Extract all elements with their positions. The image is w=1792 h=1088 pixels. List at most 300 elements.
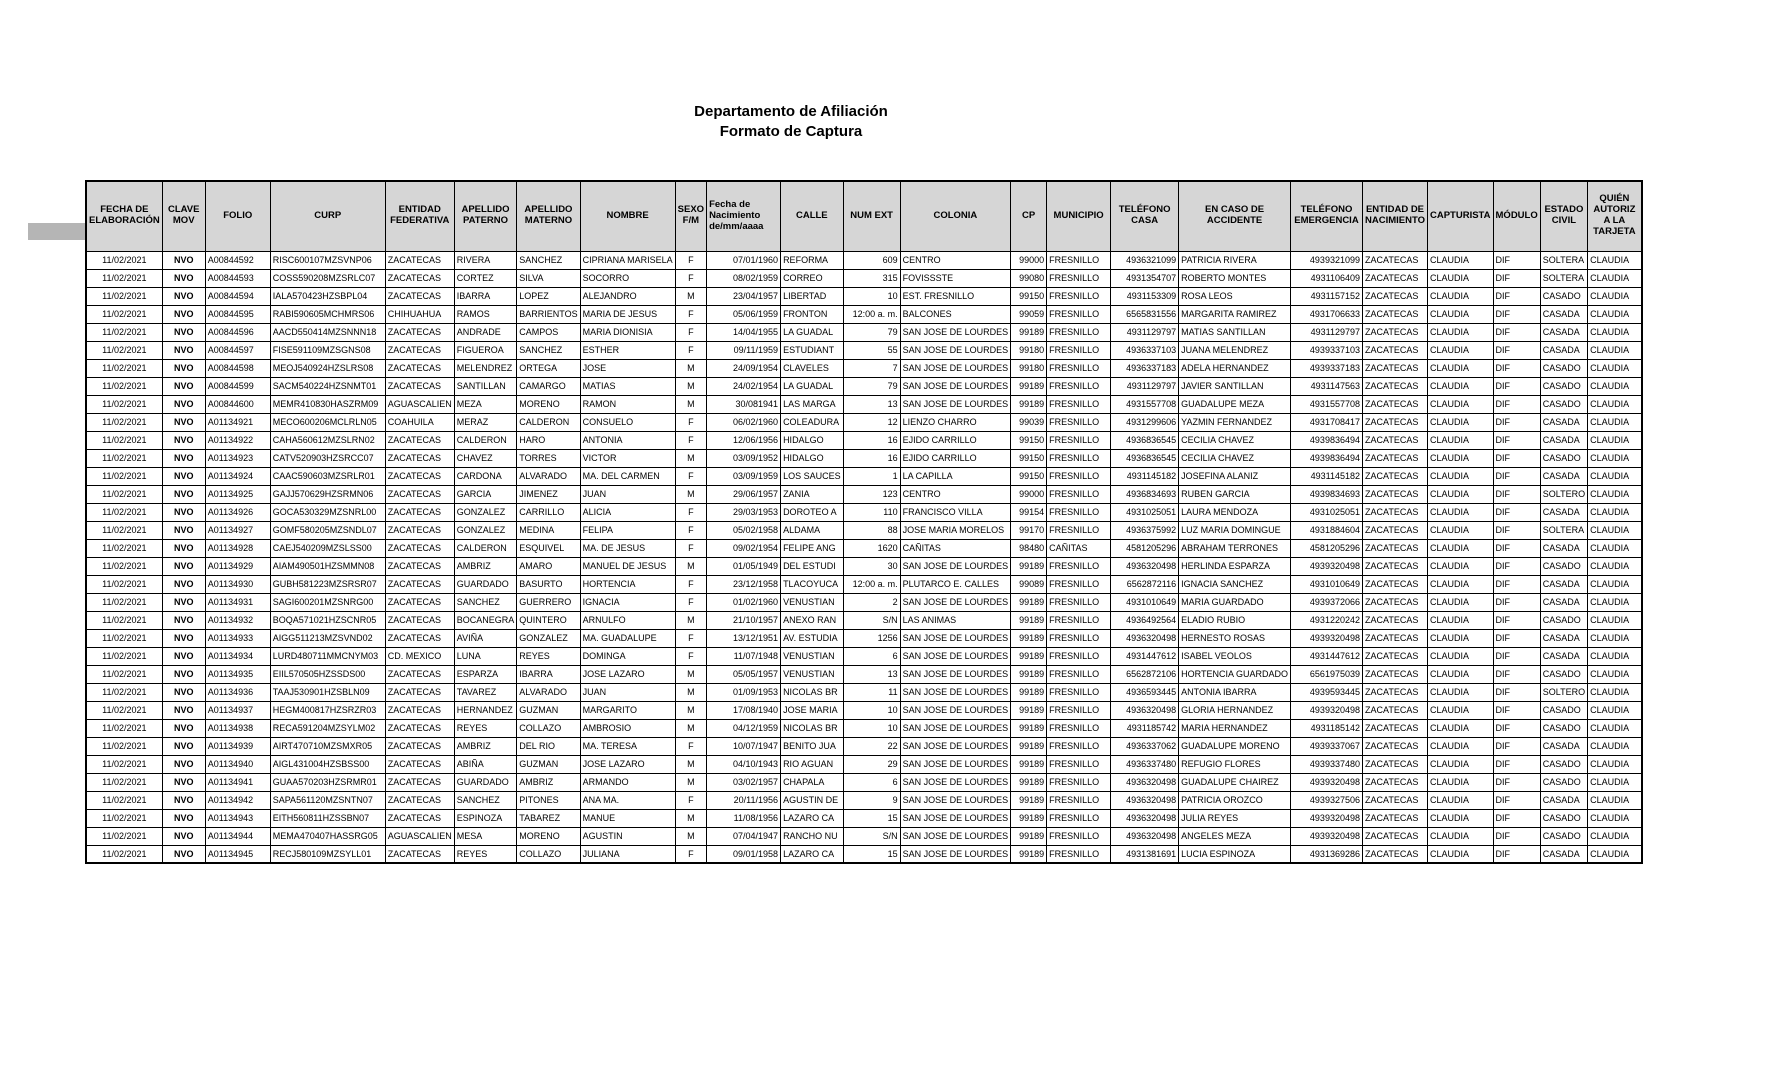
table-cell: DIF <box>1493 251 1540 269</box>
table-cell: 4581205296 <box>1290 539 1362 557</box>
table-cell: 30/081941 <box>707 395 781 413</box>
table-cell: A01134944 <box>205 827 270 845</box>
table-cell: 99189 <box>1011 791 1047 809</box>
table-cell: 99080 <box>1011 269 1047 287</box>
capture-table <box>85 180 1643 864</box>
table-cell: FRESNILLO <box>1047 809 1111 827</box>
table-cell: 4939834693 <box>1290 485 1362 503</box>
table-cell: 4931129797 <box>1290 323 1362 341</box>
table-cell: F <box>675 521 706 539</box>
table-cell: CASADA <box>1540 323 1587 341</box>
table-cell: FELIPE ANG <box>781 539 844 557</box>
table-cell: JUANA MELENDREZ <box>1179 341 1291 359</box>
table-cell: GOCA530329MZSNRL00 <box>270 503 385 521</box>
table-cell: IGNACIA SANCHEZ <box>1179 575 1291 593</box>
table-cell: SAN JOSE DE LOURDES <box>900 557 1011 575</box>
table-cell: 11/02/2021 <box>86 395 162 413</box>
table-cell: ANDRADE <box>454 323 517 341</box>
table-cell: ANTONIA IBARRA <box>1179 683 1291 701</box>
table-cell: LAZARO CA <box>781 845 844 863</box>
table-cell: CLAUDIA <box>1427 827 1493 845</box>
table-cell: DIF <box>1493 611 1540 629</box>
table-cell: 10 <box>843 701 900 719</box>
table-cell: MESA <box>454 827 517 845</box>
table-row <box>86 449 1642 467</box>
table-cell: 4939320498 <box>1290 557 1362 575</box>
table-cell: AMBROSIO <box>580 719 675 737</box>
table-cell: NVO <box>162 593 205 611</box>
table-cell: NVO <box>162 521 205 539</box>
table-cell: FRESNILLO <box>1047 629 1111 647</box>
table-cell: F <box>675 305 706 323</box>
table-cell: CLAUDIA <box>1588 773 1642 791</box>
column-header: CLAVE MOV <box>162 181 205 251</box>
table-cell: JOSE MARIA MORELOS <box>900 521 1011 539</box>
table-row <box>86 413 1642 431</box>
table-cell: 4939372066 <box>1290 593 1362 611</box>
table-cell: CASADO <box>1540 755 1587 773</box>
table-cell: NVO <box>162 845 205 863</box>
table-cell: CLAUDIA <box>1588 557 1642 575</box>
table-cell: CLAUDIA <box>1427 647 1493 665</box>
table-cell: 99089 <box>1011 575 1047 593</box>
table-cell: DIF <box>1493 683 1540 701</box>
table-cell: DOMINGA <box>580 647 675 665</box>
table-cell: 11/02/2021 <box>86 521 162 539</box>
table-row <box>86 647 1642 665</box>
table-cell: JOSE MARIA <box>781 701 844 719</box>
table-row <box>86 791 1642 809</box>
table-cell: CD. MEXICO <box>385 647 454 665</box>
table-cell: CASADO <box>1540 719 1587 737</box>
table-cell: NVO <box>162 539 205 557</box>
table-cell: CAHA560612MZSLRN02 <box>270 431 385 449</box>
table-cell: ZACATECAS <box>1362 377 1427 395</box>
table-cell: DIF <box>1493 359 1540 377</box>
table-cell: DIF <box>1493 701 1540 719</box>
table-cell: 4931129797 <box>1111 377 1179 395</box>
table-cell: 4939337067 <box>1290 737 1362 755</box>
table-cell: CLAUDIA <box>1427 503 1493 521</box>
table-cell: DIF <box>1493 305 1540 323</box>
table-cell: 55 <box>843 341 900 359</box>
table-cell: ZACATECAS <box>1362 287 1427 305</box>
table-cell: SAN JOSE DE LOURDES <box>900 665 1011 683</box>
table-cell: 6562872116 <box>1111 575 1179 593</box>
table-cell: CASADA <box>1540 431 1587 449</box>
table-cell: 4931025051 <box>1290 503 1362 521</box>
table-cell: CLAUDIA <box>1427 719 1493 737</box>
table-cell: 609 <box>843 251 900 269</box>
table-cell: MANUEL DE JESUS <box>580 557 675 575</box>
table-cell: ANTONIA <box>580 431 675 449</box>
table-cell: 11/02/2021 <box>86 431 162 449</box>
table-cell: 99189 <box>1011 593 1047 611</box>
table-cell: 11/02/2021 <box>86 269 162 287</box>
table-cell: REYES <box>454 719 517 737</box>
table-cell: GUARDADO <box>454 773 517 791</box>
table-cell: CORTEZ <box>454 269 517 287</box>
table-cell: LAZARO CA <box>781 809 844 827</box>
table-cell: 4936320498 <box>1111 773 1179 791</box>
table-cell: MARGARITA RAMIREZ <box>1179 305 1291 323</box>
table-row <box>86 593 1642 611</box>
table-cell: 4936836545 <box>1111 449 1179 467</box>
table-cell: TAAJ530901HZSBLN09 <box>270 683 385 701</box>
table-cell: GOMF580205MZSNDL07 <box>270 521 385 539</box>
table-cell: 4931447612 <box>1111 647 1179 665</box>
table-cell: A01134936 <box>205 683 270 701</box>
table-cell: 88 <box>843 521 900 539</box>
table-cell: CLAUDIA <box>1588 665 1642 683</box>
table-cell: 15 <box>843 845 900 863</box>
table-cell: HERLINDA ESPARZA <box>1179 557 1291 575</box>
table-cell: FRESNILLO <box>1047 755 1111 773</box>
column-header: CAPTURISTA <box>1427 181 1493 251</box>
table-cell: CHIHUAHUA <box>385 305 454 323</box>
table-cell: REYES <box>454 845 517 863</box>
table-cell: CASADA <box>1540 791 1587 809</box>
table-cell: 11/02/2021 <box>86 593 162 611</box>
table-cell: RUBEN GARCIA <box>1179 485 1291 503</box>
table-cell: JOSE LAZARO <box>580 665 675 683</box>
table-cell: SAN JOSE DE LOURDES <box>900 683 1011 701</box>
table-cell: FRESNILLO <box>1047 593 1111 611</box>
table-cell: DIF <box>1493 575 1540 593</box>
table-cell: ZACATECAS <box>385 359 454 377</box>
table-cell: 4931354707 <box>1111 269 1179 287</box>
table-cell: NVO <box>162 575 205 593</box>
table-cell: 99000 <box>1011 485 1047 503</box>
table-cell: M <box>675 683 706 701</box>
table-cell: MORENO <box>517 827 580 845</box>
table-cell: 10 <box>843 287 900 305</box>
table-cell: M <box>675 755 706 773</box>
table-cell: CASADO <box>1540 827 1587 845</box>
table-cell: JIMENEZ <box>517 485 580 503</box>
table-cell: CLAUDIA <box>1427 467 1493 485</box>
table-cell: MARIA HERNANDEZ <box>1179 719 1291 737</box>
table-cell: SOLTERO <box>1540 485 1587 503</box>
table-cell: 6561975039 <box>1290 665 1362 683</box>
table-cell: CASADO <box>1540 359 1587 377</box>
table-cell: CLAUDIA <box>1588 791 1642 809</box>
table-cell: 4936375992 <box>1111 521 1179 539</box>
table-cell: F <box>675 431 706 449</box>
table-cell: 99180 <box>1011 341 1047 359</box>
table-cell: FRESNILLO <box>1047 377 1111 395</box>
column-header: ENTIDAD DE NACIMIENTO <box>1362 181 1427 251</box>
table-cell: GARCIA <box>454 485 517 503</box>
table-cell: CHAVEZ <box>454 449 517 467</box>
table-cell: ZACATECAS <box>385 431 454 449</box>
table-cell: DIF <box>1493 665 1540 683</box>
table-cell: VENUSTIAN <box>781 665 844 683</box>
table-cell: ESPINOZA <box>454 809 517 827</box>
table-cell: 6 <box>843 773 900 791</box>
table-cell: ZACATECAS <box>1362 467 1427 485</box>
table-row <box>86 845 1642 863</box>
table-cell: ZACATECAS <box>385 485 454 503</box>
table-cell: ZACATECAS <box>385 809 454 827</box>
table-cell: 04/12/1959 <box>707 719 781 737</box>
table-cell: JOSEFINA ALANIZ <box>1179 467 1291 485</box>
table-cell: CASADO <box>1540 701 1587 719</box>
table-cell: DIF <box>1493 485 1540 503</box>
table-cell: NVO <box>162 431 205 449</box>
table-cell: LIENZO CHARRO <box>900 413 1011 431</box>
table-cell: DIF <box>1493 809 1540 827</box>
table-cell: JUAN <box>580 485 675 503</box>
table-cell: F <box>675 791 706 809</box>
table-cell: 99189 <box>1011 701 1047 719</box>
table-cell: S/N <box>843 827 900 845</box>
table-cell: F <box>675 413 706 431</box>
table-cell: ZACATECAS <box>1362 359 1427 377</box>
table-cell: 03/09/1959 <box>707 467 781 485</box>
table-cell: HERNANDEZ <box>454 701 517 719</box>
table-cell: NVO <box>162 791 205 809</box>
table-cell: ZACATECAS <box>385 449 454 467</box>
table-cell: M <box>675 701 706 719</box>
table-cell: 03/02/1957 <box>707 773 781 791</box>
table-cell: 10/07/1947 <box>707 737 781 755</box>
table-cell: ZACATECAS <box>385 791 454 809</box>
table-cell: SAN JOSE DE LOURDES <box>900 791 1011 809</box>
table-cell: COLLAZO <box>517 719 580 737</box>
table-cell: ZACATECAS <box>1362 341 1427 359</box>
table-cell: GONZALEZ <box>454 521 517 539</box>
table-cell: CLAUDIA <box>1588 467 1642 485</box>
table-cell: CLAUDIA <box>1588 485 1642 503</box>
table-cell: ANEXO RAN <box>781 611 844 629</box>
table-cell: SANCHEZ <box>454 791 517 809</box>
table-cell: VENUSTIAN <box>781 647 844 665</box>
table-cell: A01134924 <box>205 467 270 485</box>
table-cell: ZACATECAS <box>385 521 454 539</box>
table-cell: 11/02/2021 <box>86 359 162 377</box>
table-cell: REFORMA <box>781 251 844 269</box>
table-cell: M <box>675 611 706 629</box>
table-cell: M <box>675 449 706 467</box>
table-cell: CLAUDIA <box>1588 755 1642 773</box>
table-cell: CLAUDIA <box>1588 809 1642 827</box>
table-cell: ZACATECAS <box>1362 305 1427 323</box>
table-cell: 4936593445 <box>1111 683 1179 701</box>
table-cell: A00844598 <box>205 359 270 377</box>
table-cell: 79 <box>843 377 900 395</box>
table-cell: 4931706633 <box>1290 305 1362 323</box>
table-cell: F <box>675 575 706 593</box>
table-cell: 09/11/1959 <box>707 341 781 359</box>
table-cell: CARRILLO <box>517 503 580 521</box>
table-cell: LIBERTAD <box>781 287 844 305</box>
table-cell: ZACATECAS <box>1362 323 1427 341</box>
table-cell: NVO <box>162 701 205 719</box>
table-cell: NICOLAS BR <box>781 719 844 737</box>
table-cell: 4931381691 <box>1111 845 1179 863</box>
table-cell: CLAUDIA <box>1588 647 1642 665</box>
table-cell: 14/04/1955 <box>707 323 781 341</box>
table-cell: NVO <box>162 665 205 683</box>
column-header: CURP <box>270 181 385 251</box>
table-cell: EITH560811HZSSBN07 <box>270 809 385 827</box>
table-cell: FRESNILLO <box>1047 665 1111 683</box>
table-cell: NVO <box>162 503 205 521</box>
table-cell: DIF <box>1493 629 1540 647</box>
column-header: COLONIA <box>900 181 1011 251</box>
table-cell: M <box>675 377 706 395</box>
table-cell: ABRAHAM TERRONES <box>1179 539 1291 557</box>
table-cell: ZACATECAS <box>385 719 454 737</box>
table-cell: REYES <box>517 647 580 665</box>
table-cell: A01134921 <box>205 413 270 431</box>
table-cell: ALVARADO <box>517 683 580 701</box>
table-cell: 6 <box>843 647 900 665</box>
table-body <box>86 251 1642 863</box>
table-cell: CLAUDIA <box>1588 449 1642 467</box>
table-cell: M <box>675 665 706 683</box>
table-row <box>86 683 1642 701</box>
table-cell: ZACATECAS <box>385 737 454 755</box>
table-cell: 99150 <box>1011 449 1047 467</box>
table-cell: CLAUDIA <box>1588 323 1642 341</box>
table-cell: RANCHO NU <box>781 827 844 845</box>
table-row <box>86 737 1642 755</box>
table-cell: 01/05/1949 <box>707 557 781 575</box>
table-cell: DIF <box>1493 287 1540 305</box>
table-cell: A01134943 <box>205 809 270 827</box>
table-row <box>86 305 1642 323</box>
table-cell: MATIAS SANTILLAN <box>1179 323 1291 341</box>
column-header: NOMBRE <box>580 181 675 251</box>
table-cell: CLAUDIA <box>1588 413 1642 431</box>
table-cell: CAÑITAS <box>900 539 1011 557</box>
table-cell: DIF <box>1493 521 1540 539</box>
table-cell: SAN JOSE DE LOURDES <box>900 377 1011 395</box>
table-cell: IBARRA <box>517 665 580 683</box>
table-cell: MELENDREZ <box>454 359 517 377</box>
table-cell: ROBERTO MONTES <box>1179 269 1291 287</box>
table-cell: CLAUDIA <box>1427 539 1493 557</box>
table-cell: AACD550414MZSNNN18 <box>270 323 385 341</box>
table-row <box>86 575 1642 593</box>
table-cell: 2 <box>843 593 900 611</box>
table-cell: M <box>675 719 706 737</box>
table-cell: MECO600206MCLRLN05 <box>270 413 385 431</box>
table-cell: A01134940 <box>205 755 270 773</box>
table-cell: CLAUDIA <box>1588 287 1642 305</box>
table-cell: 99150 <box>1011 287 1047 305</box>
table-cell: CLAUDIA <box>1427 845 1493 863</box>
table-cell: ZACATECAS <box>385 701 454 719</box>
table-cell: CASADO <box>1540 611 1587 629</box>
table-cell: FRESNILLO <box>1047 431 1111 449</box>
table-cell: CASADA <box>1540 629 1587 647</box>
table-cell: 4936492564 <box>1111 611 1179 629</box>
table-cell: 4931153309 <box>1111 287 1179 305</box>
table-cell: ZACATECAS <box>1362 719 1427 737</box>
table-row <box>86 503 1642 521</box>
column-header: SEXO F/M <box>675 181 706 251</box>
table-cell: ESPARZA <box>454 665 517 683</box>
table-cell: LOS SAUCES <box>781 467 844 485</box>
table-cell: 4931157152 <box>1290 287 1362 305</box>
table-cell: MEMA470407HASSRG05 <box>270 827 385 845</box>
table-cell: DIF <box>1493 503 1540 521</box>
table-cell: CASADO <box>1540 809 1587 827</box>
table-cell: F <box>675 737 706 755</box>
table-cell: NVO <box>162 287 205 305</box>
table-cell: DOROTEO A <box>781 503 844 521</box>
table-cell: ZACATECAS <box>385 557 454 575</box>
table-cell: CAEJ540209MZSLSS00 <box>270 539 385 557</box>
table-row <box>86 485 1642 503</box>
table-cell: S/N <box>843 611 900 629</box>
table-cell: 79 <box>843 323 900 341</box>
table-cell: ESTUDIANT <box>781 341 844 359</box>
table-cell: 17/08/1940 <box>707 701 781 719</box>
table-cell: 4936320498 <box>1111 557 1179 575</box>
table-cell: CALDERON <box>517 413 580 431</box>
table-cell: 4939327506 <box>1290 791 1362 809</box>
table-cell: 11/07/1948 <box>707 647 781 665</box>
table-cell: F <box>675 269 706 287</box>
table-cell: LA CAPILLA <box>900 467 1011 485</box>
table-cell: CASADO <box>1540 377 1587 395</box>
table-cell: RAMOS <box>454 305 517 323</box>
table-cell: CLAUDIA <box>1588 737 1642 755</box>
table-cell: A01134926 <box>205 503 270 521</box>
table-cell: COSS590208MZSRLC07 <box>270 269 385 287</box>
table-cell: ZACATECAS <box>1362 593 1427 611</box>
table-cell: 30 <box>843 557 900 575</box>
table-cell: AMBRIZ <box>454 737 517 755</box>
table-cell: GUADALUPE MEZA <box>1179 395 1291 413</box>
table-cell: DEL ESTUDI <box>781 557 844 575</box>
table-cell: 98480 <box>1011 539 1047 557</box>
table-cell: CLAUDIA <box>1427 485 1493 503</box>
table-cell: 4939320498 <box>1290 629 1362 647</box>
table-cell: CLAUDIA <box>1588 575 1642 593</box>
table-cell: CLAUDIA <box>1427 791 1493 809</box>
table-cell: CASADA <box>1540 413 1587 431</box>
table-cell: MARIA DE JESUS <box>580 305 675 323</box>
table-cell: 4939321099 <box>1290 251 1362 269</box>
table-cell: GUBH581223MZSRSR07 <box>270 575 385 593</box>
table-row <box>86 287 1642 305</box>
table-cell: F <box>675 539 706 557</box>
column-header: ESTADO CIVIL <box>1540 181 1587 251</box>
table-cell: 11/02/2021 <box>86 647 162 665</box>
table-cell: QUINTERO <box>517 611 580 629</box>
table-row <box>86 665 1642 683</box>
table-cell: CLAUDIA <box>1427 629 1493 647</box>
table-cell: LUNA <box>454 647 517 665</box>
table-cell: FRESNILLO <box>1047 611 1111 629</box>
table-cell: ZACATECAS <box>1362 413 1427 431</box>
table-cell: CLAUDIA <box>1427 449 1493 467</box>
table-cell: MARIA DIONISIA <box>580 323 675 341</box>
table-cell: EIIL570505HZSSDS00 <box>270 665 385 683</box>
table-cell: HORTENCIA <box>580 575 675 593</box>
table-cell: 11/02/2021 <box>86 557 162 575</box>
table-cell: NVO <box>162 341 205 359</box>
table-cell: 11/02/2021 <box>86 845 162 863</box>
table-cell: CLAUDIA <box>1588 683 1642 701</box>
table-cell: ZACATECAS <box>385 593 454 611</box>
table-cell: ADELA HERNANDEZ <box>1179 359 1291 377</box>
